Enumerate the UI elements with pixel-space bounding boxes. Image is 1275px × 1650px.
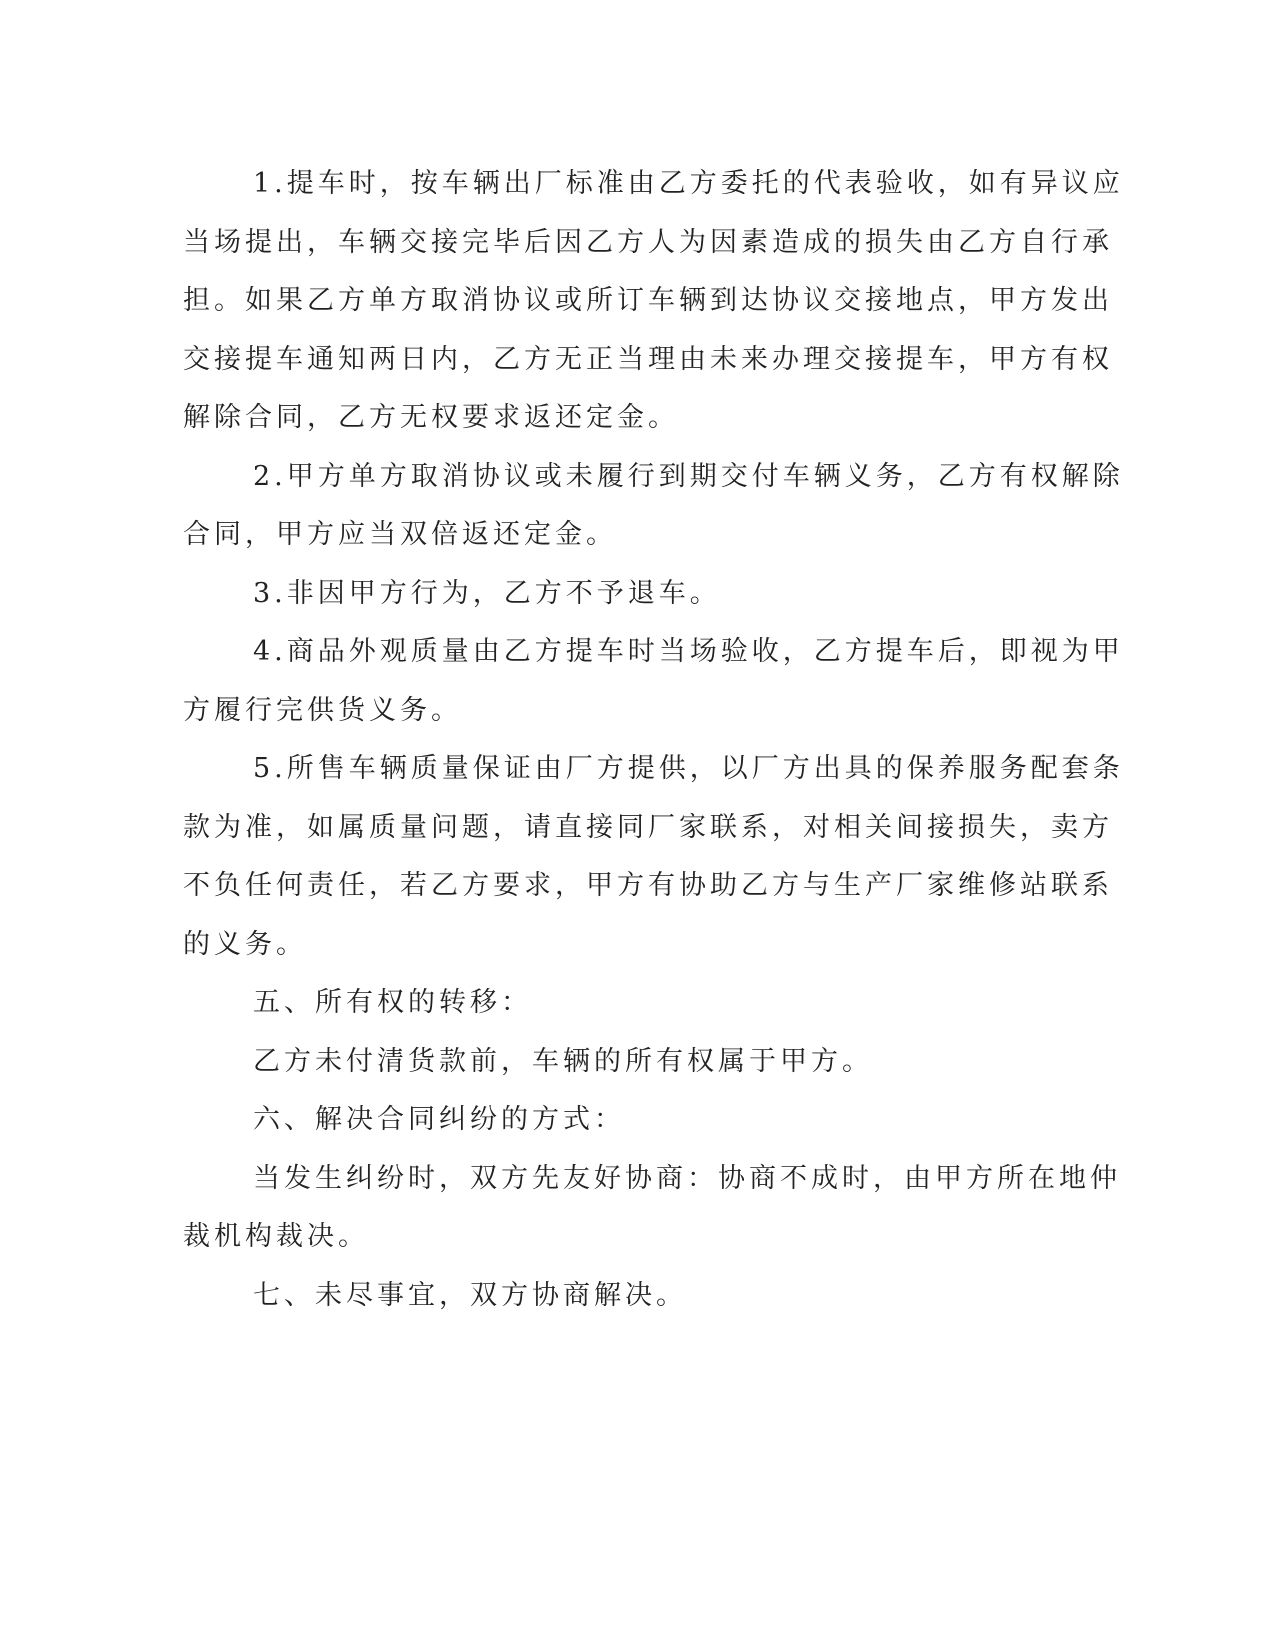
text-line: 款为准，如属质量问题，请直接同厂家联系，对相关间接损失，卖方 [183, 811, 1113, 843]
text-line: 当场提出，车辆交接完毕后因乙方人为因素造成的损失由乙方自行承 [183, 226, 1113, 258]
text-line: 当发生纠纷时，双方先友好协商：协商不成时，由甲方所在地仲 [253, 1162, 1121, 1194]
text-line: 解除合同，乙方无权要求返还定金。 [183, 402, 679, 433]
text-line: 2.甲方单方取消协议或未履行到期交付车辆义务，乙方有权解除 [253, 460, 1124, 492]
clause-5 [183, 740, 1124, 974]
ownership-text [183, 1033, 1045, 1092]
text-line: 担。如果乙方单方取消协议或所订车辆到达协议交接地点，甲方发出 [183, 285, 1113, 316]
text-line: 六、解决合同纠纷的方式： [253, 1104, 625, 1135]
text-line: 1.提车时，按车辆出厂标准由乙方委托的代表验收，如有异议应 [253, 168, 1124, 199]
contract-body [183, 155, 1124, 1325]
text-line: 裁机构裁决。 [183, 1221, 369, 1252]
disputes-text [183, 1150, 1121, 1267]
clause-3 [183, 565, 1045, 624]
text-line: 5.所售车辆质量保证由厂方提供，以厂方出具的保养服务配套条 [253, 753, 1124, 784]
section-heading-disputes [183, 1091, 1045, 1150]
clause-4 [183, 623, 1124, 740]
text-line: 3.非因甲方行为，乙方不予退车。 [253, 577, 721, 609]
text-line: 七、未尽事宜，双方协商解决。 [253, 1279, 687, 1311]
section-heading-other [183, 1267, 1045, 1326]
text-line: 方履行完供货义务。 [183, 694, 462, 726]
clause-1 [183, 155, 1124, 448]
clause-2 [183, 448, 1124, 565]
text-line: 的义务。 [183, 928, 307, 960]
text-line: 不负任何责任，若乙方要求，甲方有协助乙方与生产厂家维修站联系 [183, 870, 1113, 901]
section-heading-ownership [183, 974, 1045, 1033]
text-line: 五、所有权的转移： [253, 987, 532, 1018]
text-line: 合同，甲方应当双倍返还定金。 [183, 519, 617, 550]
text-line: 乙方未付清货款前，车辆的所有权属于甲方。 [253, 1045, 873, 1077]
text-line: 交接提车通知两日内，乙方无正当理由未来办理交接提车，甲方有权 [183, 343, 1113, 375]
text-line: 4.商品外观质量由乙方提车时当场验收，乙方提车后，即视为甲 [253, 636, 1124, 667]
